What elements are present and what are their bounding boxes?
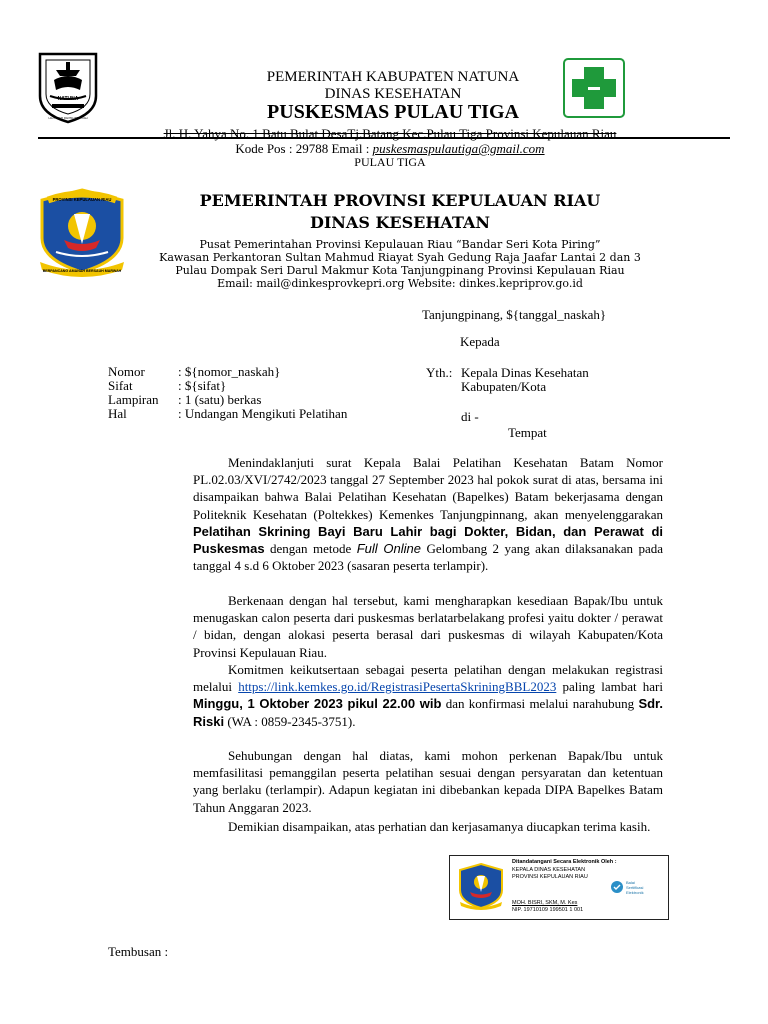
postal-prefix: Kode Pos : 29788 Email : (235, 141, 373, 156)
body-paragraph-3 (193, 661, 663, 730)
body-paragraph-1 (193, 454, 663, 574)
bsre-line-2: Sertifikasi (626, 885, 644, 890)
deadline-text: Minggu, 1 Oktober 2023 pikul 22.00 wib (193, 696, 442, 712)
recipient-yth: Yth.: (426, 365, 453, 380)
signature-title: Ditandatangani Secara Elektronik Oleh : (512, 859, 617, 865)
kepri-signature-emblem (456, 862, 506, 912)
electronic-signature-box (449, 855, 669, 920)
registration-link[interactable]: https://link.kemkes.go.id/RegistrasiPesertaSkriningBBL2023 (238, 679, 557, 695)
letter-date: Tanjungpinang, ${tanggal_naskah} (422, 307, 607, 322)
recipient-line-1: Kepala Dinas Kesehatan (461, 365, 589, 380)
meta-value-hal: : Undangan Mengikuti Pelatihan (178, 406, 348, 421)
p3-text-d: (WA : 0859-2345-3751). (224, 713, 356, 729)
contact-person: Sdr. Riski (193, 696, 664, 729)
body-paragraph-4: Sehubungan dengan hal diatas, kami mohon perkenan Bapak/Ibu untuk memfasilitasi pemanggilan peserta pelatihan sesuai dengan persyaratan dan ketentuan yang berlaku (terlampir). Adapun kegiatan ini dibebankan kepada DIPA Bapelkes Batam Tahun Anggaran 2023. (193, 748, 663, 815)
signer-nip: NIP. 19710109 199501 1 001 (512, 907, 584, 913)
puskesmas-village: PULAU TIGA (354, 155, 426, 169)
meta-value-nomor: : ${nomor_naskah} (178, 364, 281, 379)
meta-label-lampiran: Lampiran (108, 392, 159, 407)
p3-text-b: paling lambat hari (556, 679, 663, 695)
province-address-line: Pusat Pemerintahan Provinsi Kepulauan Riau “Bandar Seri Kota Piring” (199, 238, 601, 251)
p1-text-b: dengan metode (264, 541, 357, 557)
province-contact-line: Email: mail@dinkesprovkepri.org Website: dinkes.kepriprov.go.id (217, 277, 583, 290)
province-government-name: PEMERINTAH PROVINSI KEPULAUAN RIAU (199, 191, 601, 210)
regency-department-name: DINAS KESEHATAN (324, 86, 462, 102)
meta-value-sifat: : ${sifat} (178, 378, 227, 393)
province-department-name: DINAS KESEHATAN (309, 213, 491, 232)
method-full-online: Full Online (356, 541, 422, 557)
logo-motto: LAUT SAKTI RANTAU BERTUAH (48, 117, 88, 120)
bsre-logo-icon (610, 880, 624, 894)
kepri-province-emblem (34, 188, 130, 280)
province-address-line: Pulau Dompak Seri Darul Makmur Kota Tanjungpinang Provinsi Kepulauan Riau (175, 264, 625, 277)
puskesmas-email[interactable]: puskesmaspulautiga@gmail.com (372, 141, 545, 156)
logo-ribbon-bottom: BERPANCANG AMANAH BERSAUH MARWAH (42, 269, 122, 273)
p3-text-a: Komitmen keikutsertaan sebagai peserta pelatihan dengan melakukan registrasi melalui (193, 662, 663, 695)
puskesmas-address: Jl. H. Yahya No. 1 Batu Bulat DesaTj.Batang Kec.Pulau Tiga Provinsi Kepulauan Riau (163, 126, 617, 141)
body-paragraph-5: Demikian disampaikan, atas perhatian dan kerjasamanya diucapkan terima kasih. (228, 819, 651, 834)
bsre-line-1: Balai (626, 880, 635, 885)
signer-name: MOH. BISRI, SKM, M. Kes (512, 900, 578, 906)
health-cross-logo (562, 57, 626, 119)
regency-government-name: PEMERINTAH KABUPATEN NATUNA (266, 69, 520, 85)
body-paragraph-2: Berkenaan dengan hal tersebut, kami mengharapkan kesediaan Bapak/Ibu untuk menugaskan calon peserta dari puskesmas berlatarbelakang profesi yaitu dokter / perawat / bidan, dengan alokasi peserta berasal dari puskesmas di wilayah Kabupaten/Kota Provinsi Kepulauan Riau. (193, 593, 663, 660)
p1-text-a: Menindaklanjuti surat Kepala Balai Pelatihan Kesehatan Batam Nomor PL.02.03/XVI/2742/2023 tanggal 27 September 2023 hal pokok surat di atas, bersama ini disampaikan bahwa Balai Pelatihan Kesehatan (Bapelkes) Batam bekerjasama dengan Politeknik Kesehatan (Poltekkes) Kemenkes Tanjungpinnang, akan menyelenggarakan (193, 455, 663, 522)
signature-role-2: PROVINSI KEPULAUAN RIAU (512, 874, 588, 880)
recipient-di: di - (461, 409, 479, 424)
puskesmas-name: PUSKESMAS PULAU TIGA (267, 101, 519, 123)
meta-label-nomor: Nomor (108, 364, 145, 379)
bsre-line-3: Elektronik (626, 890, 644, 895)
recipient-place: Tempat (508, 425, 547, 440)
recipient-line-2: Kabupaten/Kota (461, 379, 547, 394)
province-address-line: Kawasan Perkantoran Sultan Mahmud Riayat Syah Gedung Raja Jaafar Lantai 2 dan 3 (159, 251, 641, 264)
natuna-regency-emblem (36, 50, 100, 124)
bsre-label (626, 880, 644, 895)
p1-text-c: Gelombang 2 yang akan dilaksanakan pada tanggal 4 s.d 6 Oktober 2023 (sasaran peserta terlampir). (193, 541, 663, 574)
meta-value-lampiran: : 1 (satu) berkas (178, 392, 262, 407)
signature-role-1: KEPALA DINAS KESEHATAN (512, 867, 586, 873)
p3-text-c: dan konfirmasi melalui narahubung (441, 696, 639, 712)
meta-label-hal: Hal (108, 406, 127, 421)
logo-caption: NATUNA (57, 96, 79, 102)
logo-ribbon-top: PROVINSI KEPULAUAN RIAU (52, 197, 112, 202)
tembusan-label: Tembusan : (108, 944, 169, 959)
meta-label-sifat: Sifat (108, 378, 133, 393)
training-title: Pelatihan Skrining Bayi Baru Lahir bagi Dokter, Bidan, dan Perawat di Puskesmas (193, 523, 663, 557)
kepada-label: Kepada (460, 334, 500, 349)
